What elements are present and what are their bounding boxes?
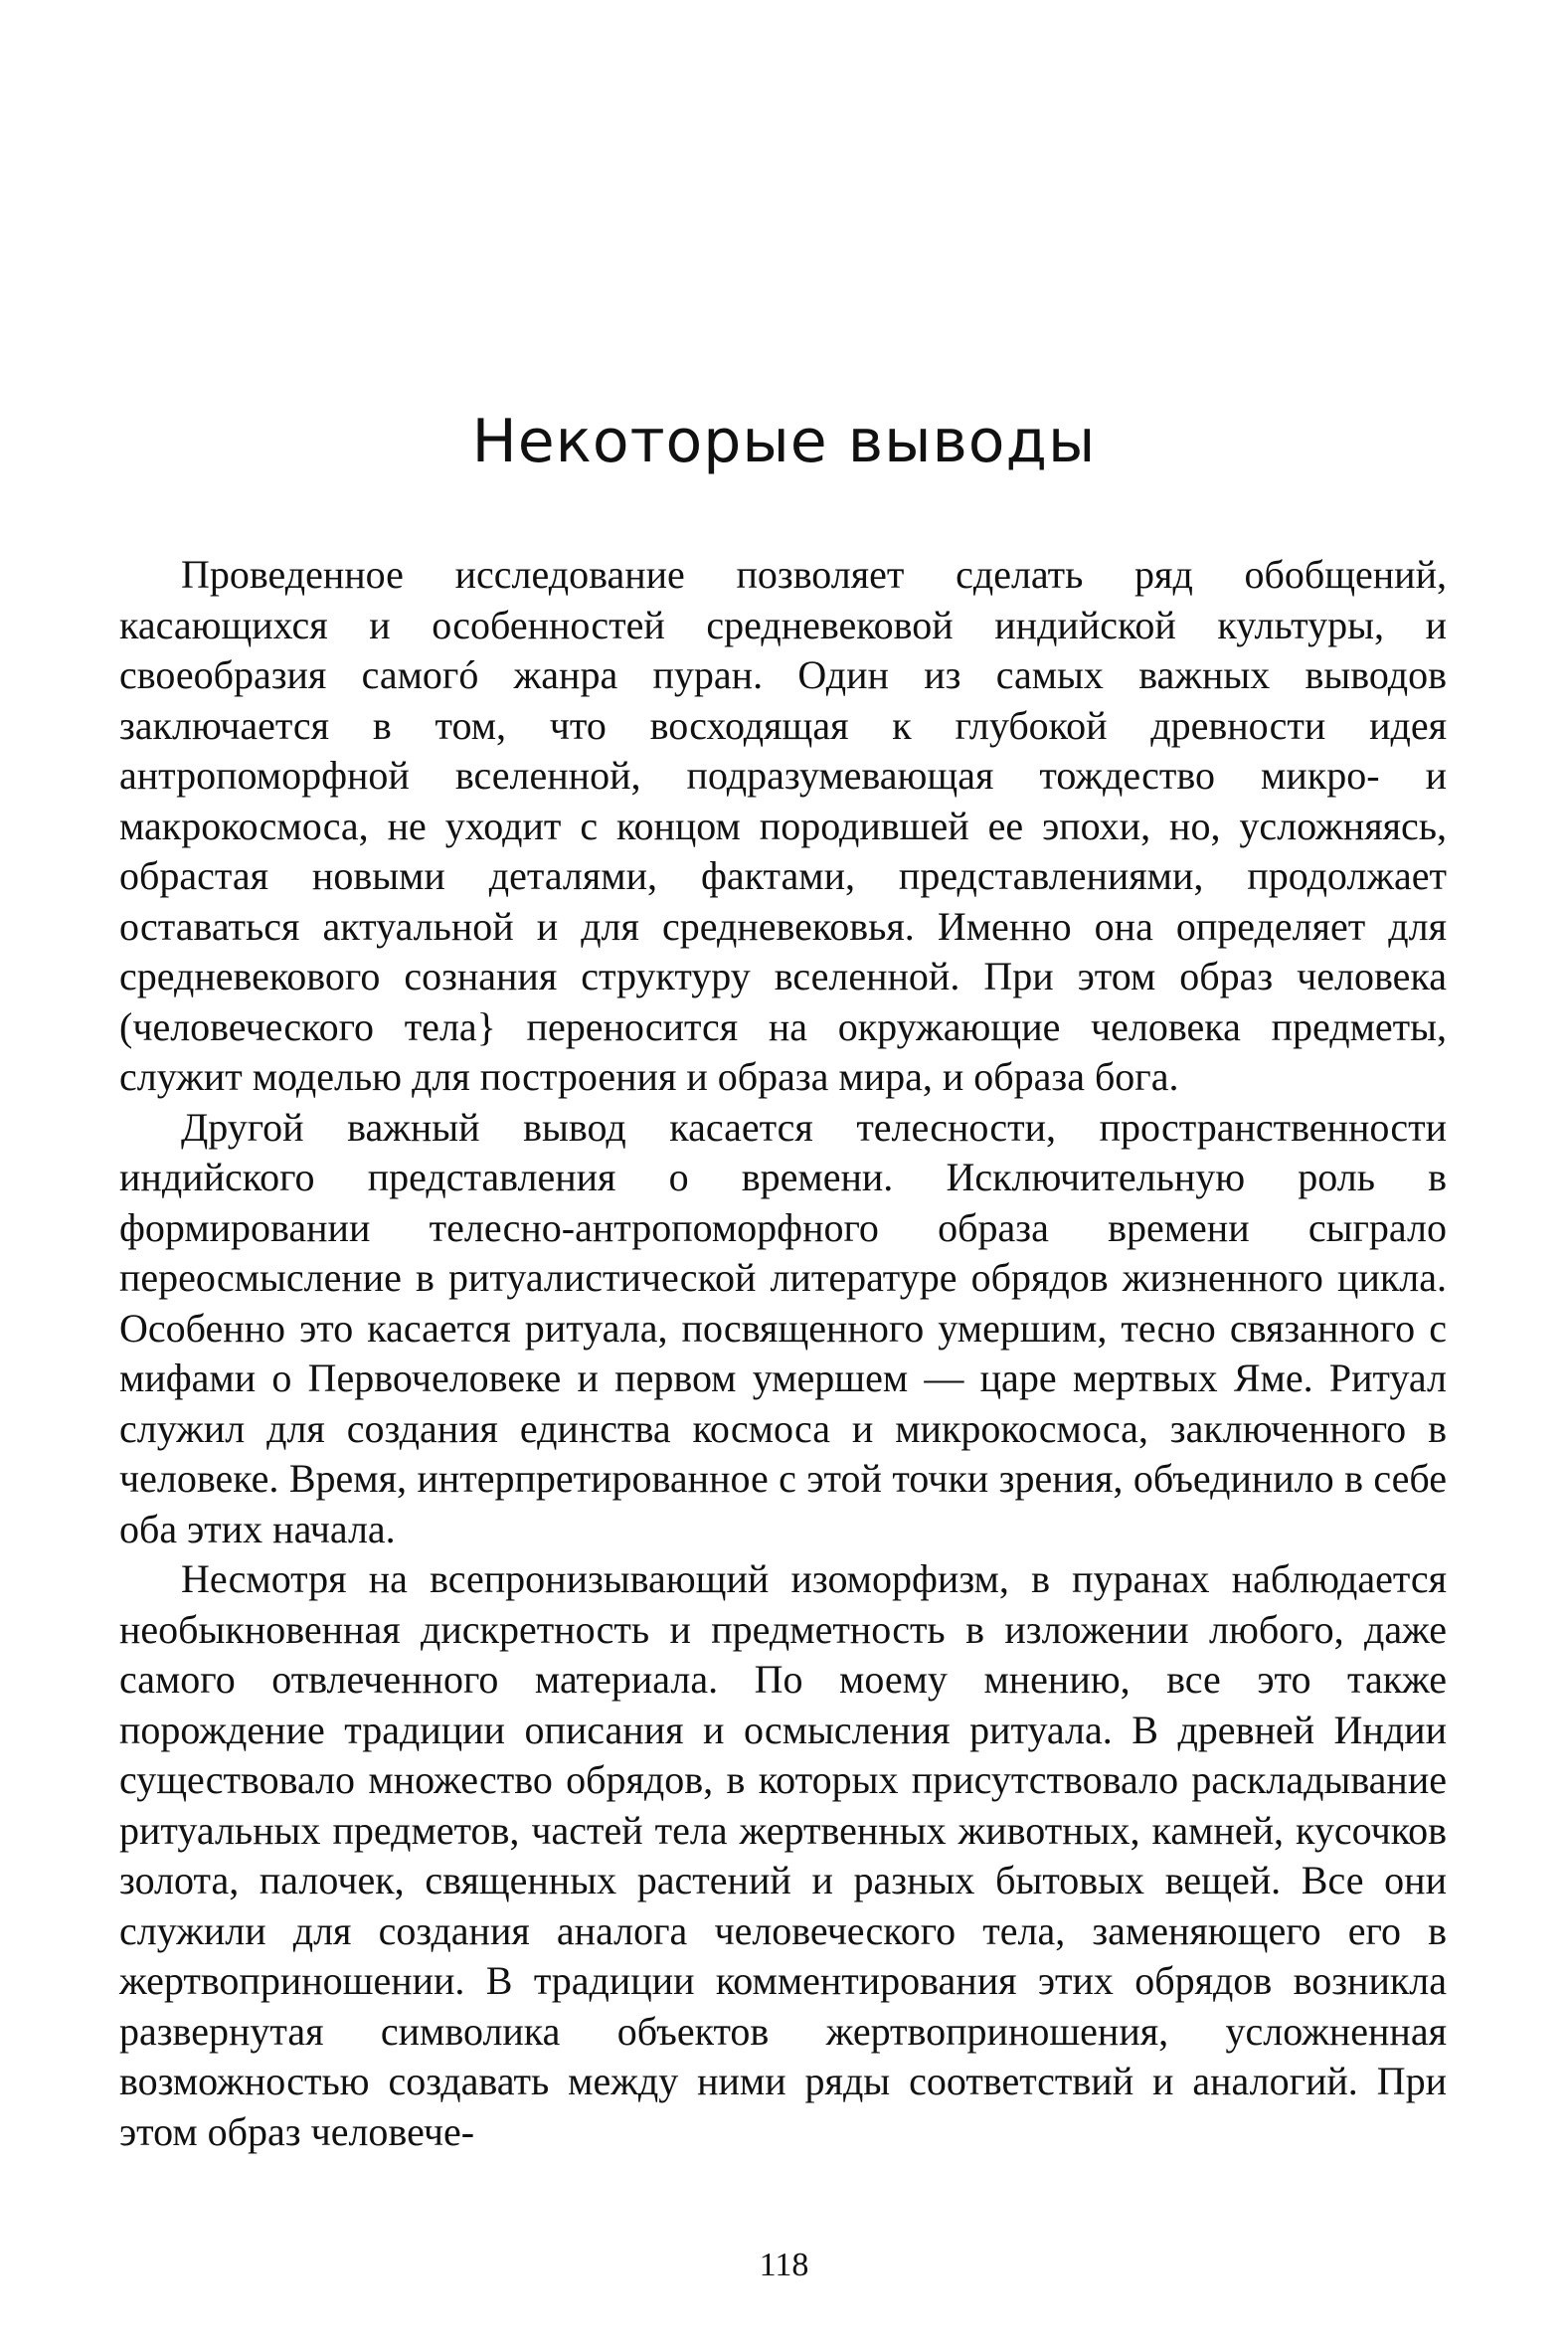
paragraph: Проведенное исследование позволяет сделать ряд обобщений, касающихся и особенностей средневековой индийской культуры, и своеобразия самогó жанра пуран. Один из самых важных выводов заключается в том, что восходящая к глубокой древности идея антропоморфной вселенной, подразумевающая тождество микро- и макрокосмоса, не уходит с концом породившей ее эпохи, но, усложняясь, обрастая новыми деталями, фактами, представлениями, продолжает оставаться актуальной и для средневековья. Именно она определяет для средневекового сознания структуру вселенной. При этом образ человека (человеческого тела} переносится на окружающие человека предметы, служит моделью для построения и образа мира, и образа бога. <box>119 552 1447 1099</box>
chapter-title: Некоторые выводы <box>471 407 1097 476</box>
body-text <box>119 550 1447 2157</box>
paragraph: Несмотря на всепронизывающий изоморфизм, в пуранах наблюдается необыкновенная дискретность и предметность в изложении любого, даже самого отвлеченного материала. По моему мнению, все это также порождение традиции описания и осмысления ритуала. В древней Индии существовало множество обрядов, в которых присутствовало раскладывание ритуальных предметов, частей тела жертвенных животных, камней, кусочков золота, палочек, священных растений и разных бытовых вещей. Все они служили для создания аналога человеческого тела, заменяющего его в жертвоприношении. В традиции комментирования этих обрядов возникла развернутая символика объектов жертвоприношения, усложненная возможностью создавать между ними ряды соответствий и аналогий. При этом образ человече- <box>119 1556 1447 2154</box>
page-number: 118 <box>759 2247 809 2283</box>
paragraph: Другой важный вывод касается телесности, пространственности индийского представления о времени. Исключительную роль в формировании телесно-антропоморфного образа времени сыграло переосмысление в ритуалистической литературе обрядов жизненного цикла. Особенно это касается ритуала, посвященного умершим, тесно связанного с мифами о Первочеловеке и первом умершем — царе мертвых Яме. Ритуал служил для создания единства космоса и микрокосмоса, заключенного в человеке. Время, интерпретированное с этой точки зрения, объединило в себе оба этих начала. <box>119 1104 1447 1551</box>
